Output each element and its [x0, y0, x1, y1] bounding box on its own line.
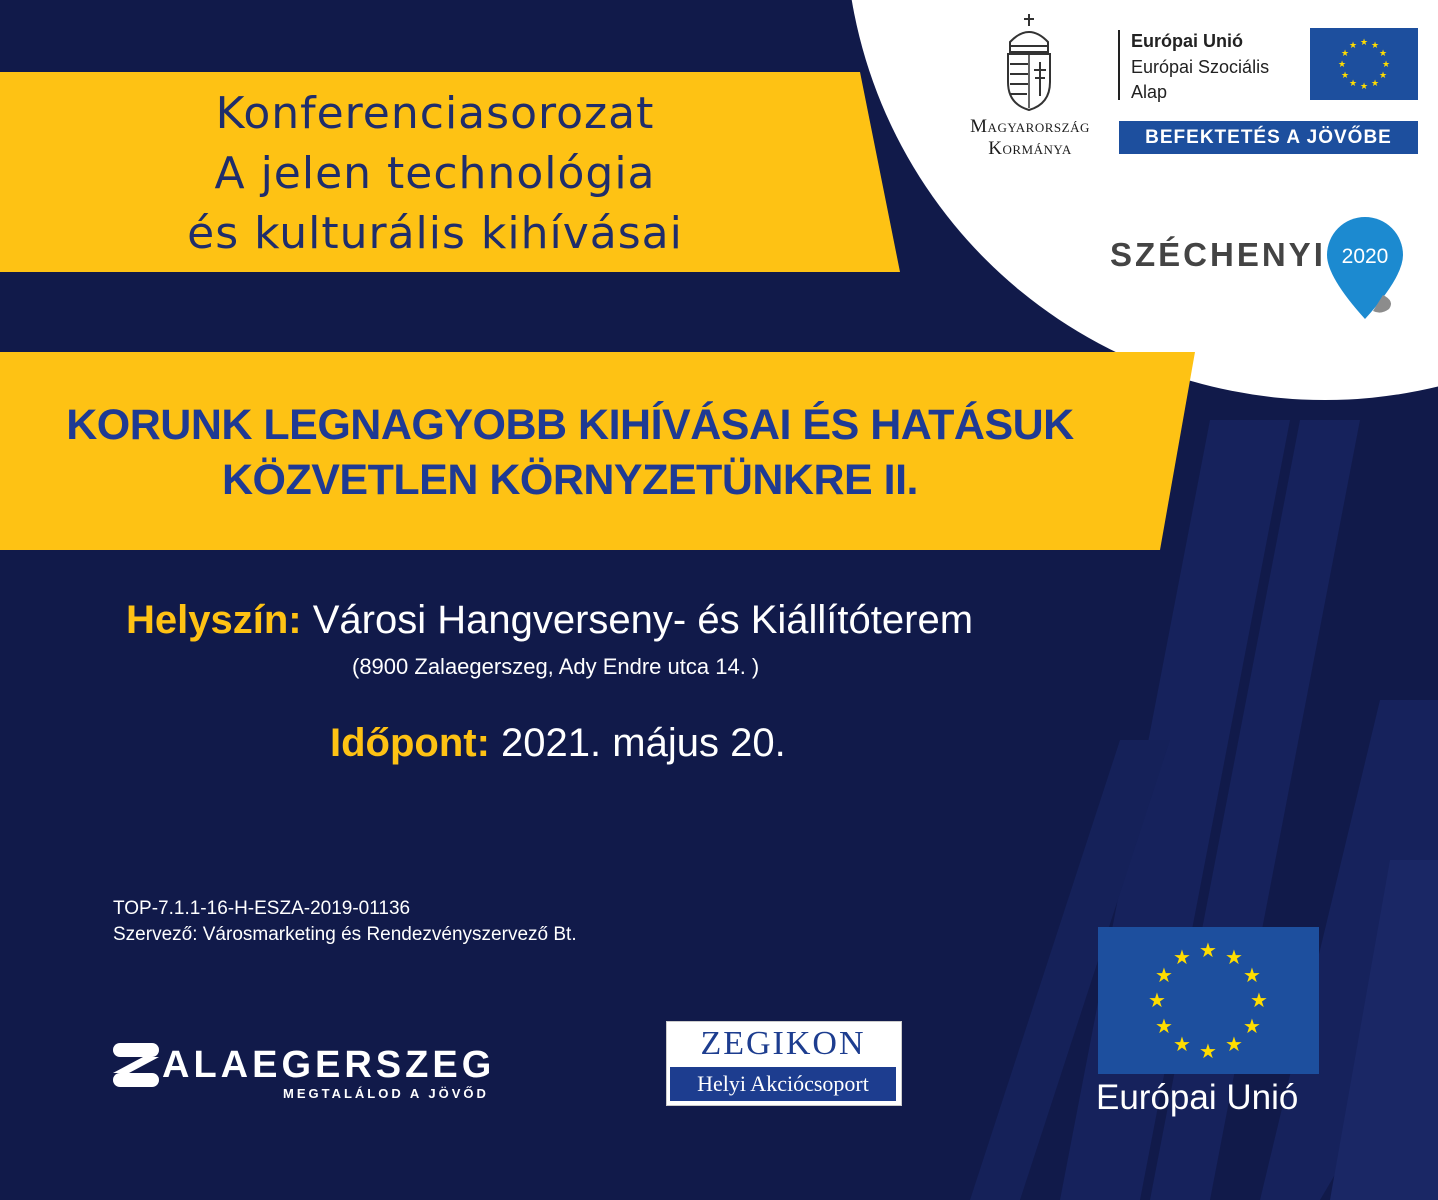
date-value: 2021. május 20. — [501, 721, 786, 765]
svg-text:★: ★ — [1378, 71, 1388, 81]
main-title-banner — [0, 352, 1195, 550]
svg-text:★: ★ — [1199, 938, 1217, 962]
date-label: Időpont: — [330, 721, 490, 765]
eu-label: Európai Unió — [1096, 1078, 1299, 1117]
zegikon-title: ZEGIKON — [700, 1025, 866, 1062]
svg-text:★: ★ — [1370, 41, 1380, 51]
hungarian-coat-of-arms-icon — [1000, 12, 1058, 112]
svg-text:★: ★ — [1348, 79, 1358, 89]
svg-text:★: ★ — [1148, 988, 1166, 1012]
eu-fund-line-3: Alap — [1131, 82, 1168, 102]
svg-text:★: ★ — [1348, 41, 1358, 51]
eu-fund-line-2: Európai Szociális — [1131, 57, 1270, 77]
svg-text:★: ★ — [1340, 49, 1350, 59]
date-line — [330, 721, 786, 766]
szechenyi-pin-icon — [1325, 215, 1405, 323]
svg-text:★: ★ — [1199, 1039, 1217, 1063]
organizer: Szervező: Városmarketing és Rendezvényszervező Bt. — [113, 924, 577, 945]
government-name-line-2: Kormánya — [988, 138, 1072, 159]
svg-text:★: ★ — [1155, 963, 1173, 987]
main-title-line-1: KORUNK LEGNAGYOBB KIHÍVÁSAI ÉS HATÁSUK — [66, 401, 1074, 449]
szechenyi-name: SZÉCHENYI — [1110, 236, 1326, 273]
svg-text:★: ★ — [1381, 60, 1391, 70]
zalaegerszeg-z-icon — [113, 1043, 159, 1087]
zegikon-subtitle: Helyi Akciócsoport — [670, 1067, 896, 1101]
szechenyi-year: 2020 — [1341, 245, 1389, 268]
series-title-line-2: A jelen technológia — [214, 148, 656, 199]
venue-label: Helyszín: — [126, 598, 302, 642]
logo-divider — [1118, 30, 1120, 100]
svg-text:★: ★ — [1250, 988, 1268, 1012]
svg-text:★: ★ — [1155, 1014, 1173, 1038]
svg-text:★: ★ — [1337, 60, 1347, 70]
series-title-line-3: és kulturális kihívásai — [187, 208, 683, 259]
eu-flag-icon — [1098, 927, 1319, 1074]
svg-text:★: ★ — [1173, 1032, 1191, 1056]
svg-text:★: ★ — [1340, 71, 1350, 81]
project-code: TOP-7.1.1-16-H-ESZA-2019-01136 — [113, 898, 411, 919]
venue-value: Városi Hangverseny- és Kiállítóterem — [312, 598, 974, 642]
venue-line — [126, 598, 973, 643]
zalaegerszeg-name: ALAEGERSZEG — [162, 1044, 496, 1086]
svg-text:★: ★ — [1225, 1032, 1243, 1056]
eu-fund-line-1: Európai Unió — [1131, 31, 1243, 51]
invest-future-bar: BEFEKTETÉS A JÖVŐBE — [1119, 121, 1418, 154]
svg-text:★: ★ — [1243, 963, 1261, 987]
government-name-line-1: Magyarország — [970, 116, 1090, 137]
eu-flag-small-icon — [1310, 28, 1418, 100]
zalaegerszeg-tagline: MEGTALÁLOD A JÖVŐD — [283, 1086, 489, 1101]
main-title-line-2: KÖZVETLEN KÖRNYZETÜNKRE II. — [221, 456, 919, 504]
svg-text:★: ★ — [1359, 82, 1369, 92]
svg-text:★: ★ — [1173, 945, 1191, 969]
svg-text:★: ★ — [1370, 79, 1380, 89]
series-title-line-1: Konferenciasorozat — [215, 88, 655, 139]
svg-text:★: ★ — [1243, 1014, 1261, 1038]
svg-text:★: ★ — [1378, 49, 1388, 59]
svg-text:★: ★ — [1225, 945, 1243, 969]
svg-text:★: ★ — [1359, 38, 1369, 48]
venue-address: (8900 Zalaegerszeg, Ady Endre utca 14. ) — [352, 654, 760, 679]
